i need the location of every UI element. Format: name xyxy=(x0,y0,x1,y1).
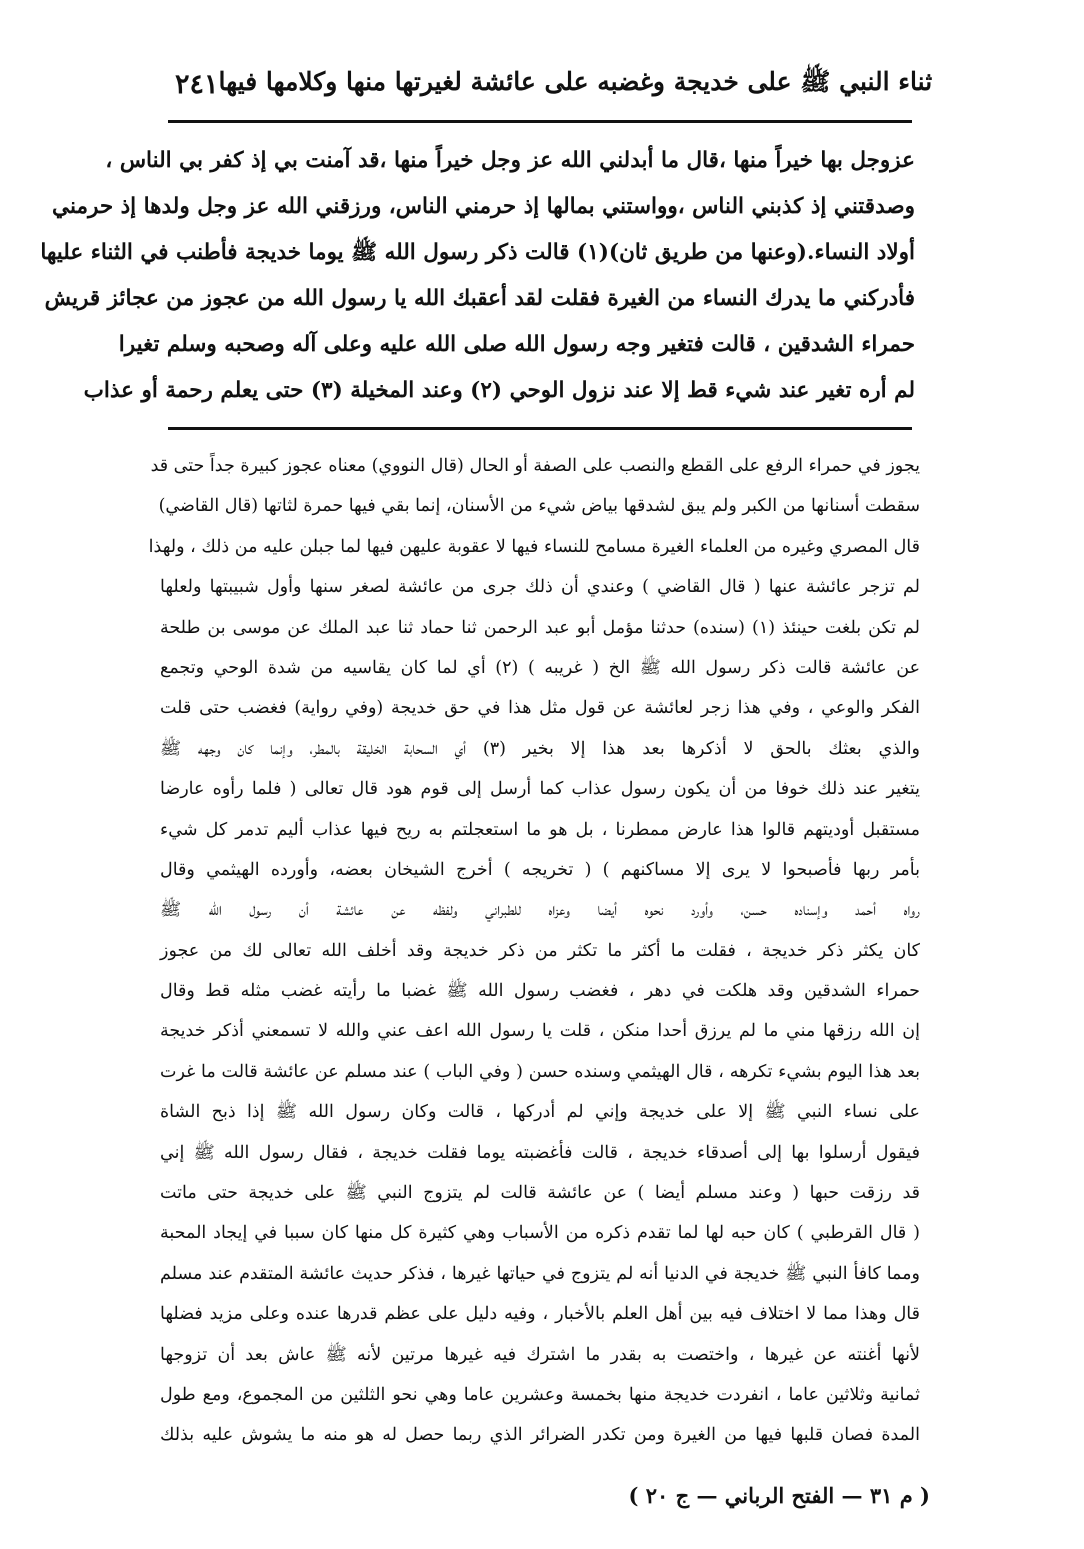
footnote-line: لم تكن بلغت حينئذ (١) (سنده) حدثنا مؤمل أبو عبد الرحمن ثنا حماد ثنا عبد الملك عن موسى بن طلحة xyxy=(160,617,920,638)
main-text-line: حمراء الشدقين ، قالت فتغير وجه رسول الله صلى الله عليه وعلى آله وصحبه وسلم تغيرا xyxy=(118,332,915,357)
running-header xyxy=(175,62,933,106)
footnote-line: إن الله رزقها مني ما لم يرزق أحدا منكن ، قلت يا رسول الله اعف عني والله لا تسمعني أذكر خديجة xyxy=(160,1021,920,1042)
main-text-line: وصدقتني إذ كذبني الناس ،وواستني بمالها إذ حرمني الناس، ورزقني الله عز وجل ولدها إذ حرمني xyxy=(52,194,915,219)
footnote-line: المدة فصان قلبها فيها من الغيرة ومن تكدر الضرائر الذي ربما حصل له هو منه ما يشوش عليه بذلك xyxy=(160,1425,920,1446)
footnote-line: على نساء النبي ﷺ إلا على خديجة وإني لم أدركها ، قالت وكان رسول الله ﷺ إذا ذبح الشاة xyxy=(160,1102,920,1123)
footnote-line: لم تزجر عائشة عنها ( قال القاضي ) وعندي أن ذلك جرى من عائشة لصغر سنها وأول شبيبتها ولعلها xyxy=(160,577,920,598)
page-title: ثناء النبي ﷺ على خديجة وغضبه على عائشة لغيرتها منها وكلامها فيها xyxy=(218,66,933,96)
footnote-line: قد رزقت حبها ( وعند مسلم أيضا ) عن عائشة قالت لم يتزوج النبي ﷺ على خديجة حتى ماتت xyxy=(160,1183,920,1204)
footnote-line: الفكر والوعي ، وفي هذا زجر لعائشة عن قول مثل هذا في حق خديجة (وفي رواية) فغضب حتى قلت xyxy=(160,698,920,719)
header-divider xyxy=(168,120,912,123)
footnote-divider xyxy=(168,427,912,430)
footnote-line: فيقول أرسلوا بها إلى أصدقاء خديجة ، قالت فأغضبته يوما فقلت خديجة ، فقال رسول الله ﷺ إني xyxy=(160,1142,920,1163)
footnote-line: ثمانية وثلاثين عاما ، انفردت خديجة منها بخمسة وعشرين عاما وهي نحو الثلثين من المجموع، ومع طول xyxy=(160,1384,920,1405)
page-number: ٢٤١ xyxy=(175,68,219,100)
footnote-line: عن عائشة قالت ذكر رسول الله ﷺ الخ ( غريبه ) (٢) أي لما كان يقاسيه من شدة الوحي وتجمع xyxy=(160,657,921,678)
footnote-line: مستقبل أوديتهم قالوا هذا عارض ممطرنا ، بل هو ما استعجلتم به ريح فيها عذاب أليم تدمر كل شيء xyxy=(160,819,920,840)
footnote-line: ( قال القرطبي ) كان حبه لها لما تقدم ذكره من الأسباب وهي كثيرة كل منها كان سببا في إيجاد المحبة xyxy=(160,1223,920,1244)
main-text-line: لم أره تغير عند شيء قط إلا عند نزول الوحي (٢) وعند المخيلة (٣) حتى يعلم رحمة أو عذاب xyxy=(83,378,915,403)
footnote-line: يتغير عند ذلك خوفا من أن يكون رسول عذاب كما أرسل إلى قوم هود قال تعالى ( فلما رأوه عارضا xyxy=(160,779,920,800)
main-text-line: فأدركني ما يدرك النساء من الغيرة فقلت لقد أعقبك الله يا رسول الله من عجوز من عجائز قريش xyxy=(44,286,915,311)
footnote-line: ومما كافأ النبي ﷺ خديجة في الدنيا أنه لم يتزوج في حياتها غيرها ، فذكر حديث عائشة المتقدم عند مسلم xyxy=(160,1263,920,1284)
footnote-line: بأمر ربها فأصبحوا لا يرى إلا مساكنهم ) ( تخريجه ) أخرج الشيخان بعضه، وأورده الهيثمي وقال xyxy=(160,859,920,880)
main-text-line: أولاد النساء.(وعنها من طريق ثان)(١) قالت ذكر رسول الله ﷺ يوما خديجة فأطنب في الثناء عليها xyxy=(40,240,915,265)
main-text-line: عزوجل بها خيراً منها ،قال ما أبدلني الله عز وجل خيراً منها ،قد آمنت بي إذ كفر بي الناس ، xyxy=(105,148,915,173)
footnote-line: رواه أحمد وإسناده حسن، وأورد نحوه أيضا وعزاه للطبراني ولفظه عن عائشة أن رسول الله ﷺ xyxy=(160,900,920,921)
hadith-text xyxy=(40,138,915,414)
footnote-line: بعد هذا اليوم بشيء تكرهه ، قال الهيثمي وسنده حسن ( وفي الباب ) عند مسلم عن عائشة قالت ما غرت xyxy=(160,1061,920,1082)
footnote-line: حمراء الشدقين وقد هلكت في دهر ، فغضب رسول الله ﷺ غضبا ما رأيته غضب مثله قط وقال xyxy=(160,981,920,1002)
footnote-line: والذي بعثك بالحق لا أذكرها بعد هذا إلا بخير (٣) أي السحابة الخليقة بالمطر، وإنما كان وجهه ﷺ xyxy=(160,738,921,759)
footnote-line: لأنها أغنته عن غيرها ، واختصت به بقدر ما اشترك فيه غيرها مرتين لأنه ﷺ عاش بعد أن تزوجها xyxy=(160,1344,920,1365)
printer-signature: ( م ٣١ — الفتح الرباني — ج ٢٠ ) xyxy=(628,1483,930,1508)
footnote-line: يجوز في حمراء الرفع على القطع والنصب على الصفة أو الحال (قال النووي) معناه عجوز كبيرة جداً حتى قد xyxy=(150,456,920,476)
footnotes xyxy=(148,446,921,1456)
footnote-line: كان يكثر ذكر خديجة ، فقلت ما أكثر ما تكثر من ذكر خديجة وقد أخلف الله تعالى لك من عجوز xyxy=(160,940,920,961)
footnote-line: سقطت أسنانها من الكبر ولم يبق لشدقها بياض شيء من الأسنان، إنما بقي فيها حمرة لثاتها (قال القاضي) xyxy=(158,496,920,517)
footnote-line: قال وهذا مما لا اختلاف فيه بين أهل العلم بالأخبار ، وفيه دليل على عظم قدرها عنده وعلى مزيد فضلها xyxy=(160,1304,920,1325)
footnote-line: قال المصري وغيره من العلماء الغيرة مسامح للنساء فيها لا عقوبة عليهن فيها لما جبلن عليه من ذلك ، ولهذا xyxy=(148,536,920,557)
